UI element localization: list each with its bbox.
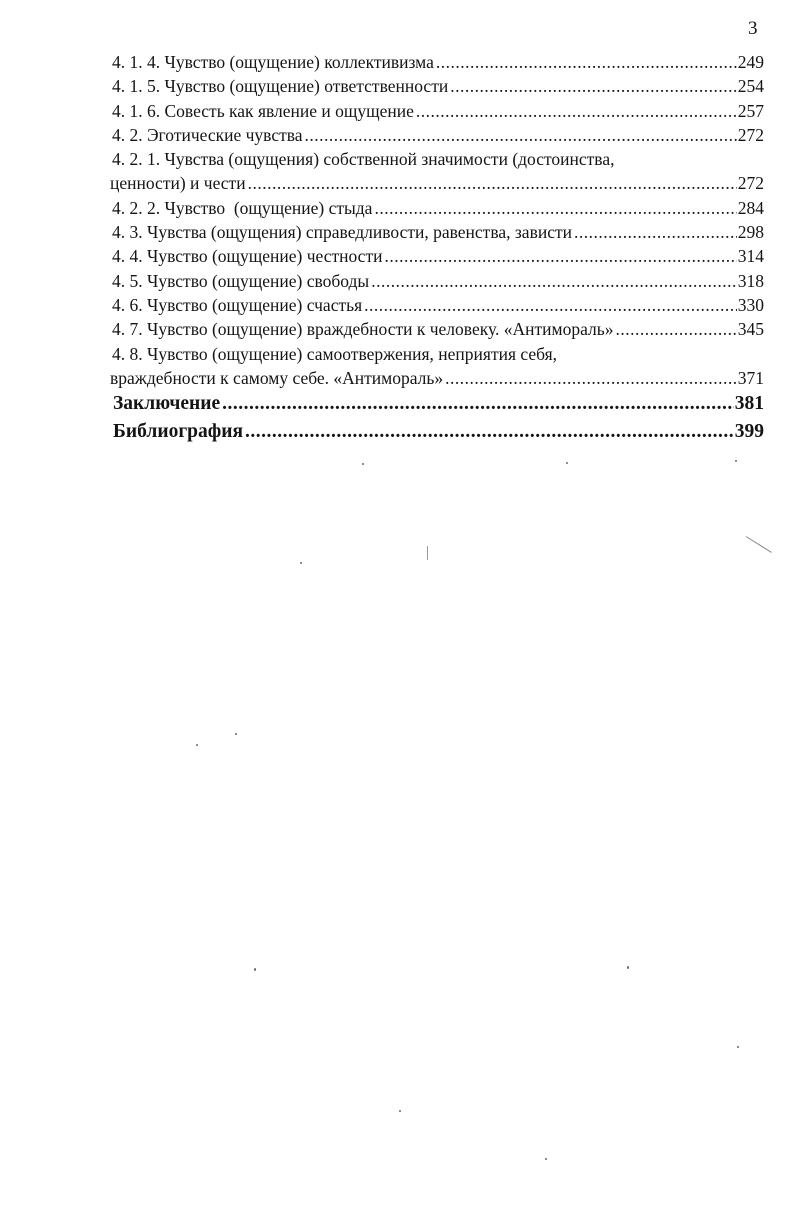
table-of-contents bbox=[110, 50, 764, 446]
scan-speck bbox=[427, 546, 428, 560]
toc-entry-page: 257 bbox=[737, 100, 764, 121]
scan-speck bbox=[737, 1046, 739, 1048]
toc-entry-multiline bbox=[110, 342, 764, 391]
toc-entry-page: 318 bbox=[737, 270, 764, 291]
toc-entry bbox=[110, 269, 764, 293]
toc-entry-title: 4. 5. Чувство (ощущение) свободы bbox=[112, 270, 370, 291]
toc-entry-title: Библиография bbox=[113, 421, 244, 443]
toc-entry-title: 4. 4. Чувство (ощущение) честности bbox=[112, 246, 383, 267]
scan-speck bbox=[735, 460, 737, 462]
toc-entry-title: 4. 1. 4. Чувство (ощущение) коллективизма bbox=[112, 52, 434, 72]
dot-leader bbox=[374, 196, 736, 220]
toc-entry bbox=[110, 50, 764, 74]
toc-entry-title: 4. 1. 6. Совесть как явление и ощущение bbox=[112, 100, 414, 121]
toc-entry-page: 254 bbox=[737, 76, 764, 97]
toc-entry-page: 330 bbox=[737, 294, 764, 315]
dot-leader bbox=[615, 317, 736, 341]
toc-entry-title: Заключение bbox=[113, 393, 221, 415]
scan-speck bbox=[545, 1158, 547, 1160]
page-number: 3 bbox=[748, 18, 758, 39]
dot-leader bbox=[574, 220, 737, 244]
toc-entry-conclusion bbox=[110, 390, 764, 418]
scan-speck bbox=[300, 562, 302, 564]
dot-leader bbox=[245, 418, 734, 446]
toc-entry-title: 4. 2. 2. Чувство (ощущение) стыда bbox=[112, 197, 373, 218]
toc-entry-page: 272 bbox=[737, 173, 764, 194]
scan-speck bbox=[235, 733, 237, 735]
toc-entry-page: 284 bbox=[737, 197, 764, 218]
toc-entry-title-line2: враждебности к самому себе. «Антимораль» bbox=[110, 367, 444, 388]
toc-entry-page: 249 bbox=[737, 52, 764, 72]
scan-speck bbox=[566, 462, 568, 464]
scan-speck bbox=[746, 536, 772, 553]
toc-entry-page: 371 bbox=[737, 367, 764, 388]
dot-leader bbox=[416, 99, 737, 123]
toc-entry bbox=[110, 220, 764, 244]
toc-entry bbox=[110, 317, 764, 341]
dot-leader bbox=[364, 293, 737, 317]
toc-entry bbox=[110, 99, 764, 123]
toc-entry-page: 399 bbox=[734, 421, 764, 443]
dot-leader bbox=[305, 123, 737, 147]
dot-leader bbox=[450, 74, 737, 98]
dot-leader bbox=[436, 50, 737, 74]
scan-speck bbox=[399, 1110, 401, 1112]
toc-entry bbox=[110, 123, 764, 147]
toc-entry bbox=[110, 244, 764, 268]
scan-speck bbox=[196, 744, 198, 746]
toc-entry-title-line1: 4. 8. Чувство (ощущение) самоотвержения, неприятия себя, bbox=[112, 343, 558, 364]
toc-entry bbox=[110, 74, 764, 98]
toc-entry-title: 4. 2. Эготические чувства bbox=[112, 124, 303, 145]
toc-entry-bibliography bbox=[110, 418, 764, 446]
scan-speck bbox=[362, 463, 364, 465]
dot-leader bbox=[222, 390, 734, 418]
toc-entry-page: 345 bbox=[737, 319, 764, 340]
toc-entry-title: 4. 6. Чувство (ощущение) счастья bbox=[112, 294, 363, 315]
toc-entry-title: 4. 7. Чувство (ощущение) враждебности к человеку. «Антимораль» bbox=[112, 319, 614, 340]
toc-entry-page: 314 bbox=[737, 246, 764, 267]
scan-speck bbox=[627, 966, 629, 969]
toc-entry-title: 4. 1. 5. Чувство (ощущение) ответственности bbox=[112, 76, 449, 97]
toc-entry-page: 298 bbox=[737, 222, 764, 243]
toc-entry-title: 4. 3. Чувства (ощущения) справедливости, равенства, зависти bbox=[112, 222, 572, 243]
toc-entry bbox=[110, 196, 764, 220]
toc-entry-page: 272 bbox=[737, 124, 764, 145]
dot-leader bbox=[445, 366, 737, 390]
scan-speck bbox=[254, 968, 256, 971]
dot-leader bbox=[371, 269, 737, 293]
toc-entry-page: 381 bbox=[734, 393, 764, 415]
toc-entry bbox=[110, 293, 764, 317]
dot-leader bbox=[248, 171, 737, 195]
toc-entry-title-line2: ценности) и чести bbox=[110, 173, 246, 194]
dot-leader bbox=[384, 244, 736, 268]
toc-entry-title-line1: 4. 2. 1. Чувства (ощущения) собственной значимости (достоинства, bbox=[112, 149, 615, 170]
toc-entry-multiline bbox=[110, 147, 764, 196]
